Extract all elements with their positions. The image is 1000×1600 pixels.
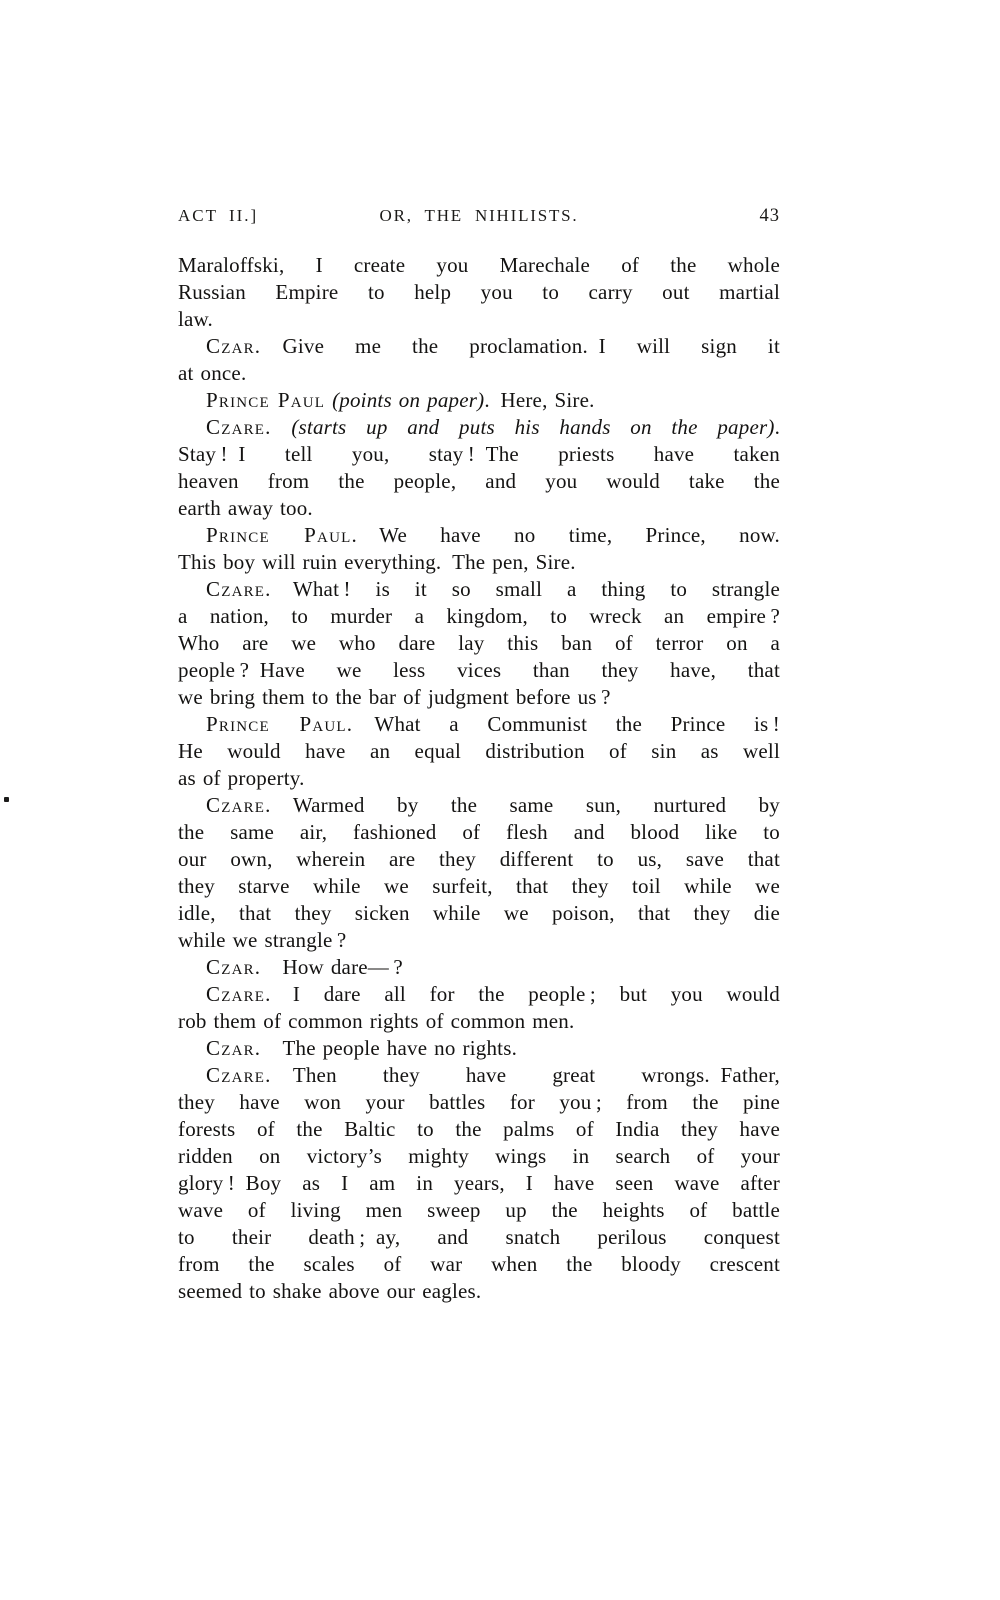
dialogue-text: The people have no rights.	[261, 1036, 518, 1060]
dialogue-text: What a Communist the Prince is !	[353, 712, 781, 736]
speaker-name: Czare.	[206, 982, 272, 1006]
text-line	[178, 711, 780, 738]
dialogue-text: idle, that they sicken while we poison, that they die	[178, 901, 780, 925]
paragraph	[178, 711, 780, 792]
dialogue-text: earth away too.	[178, 496, 313, 520]
dialogue-text: from the scales of war when the bloody crescent	[178, 1252, 780, 1276]
dialogue-text: as of property.	[178, 766, 305, 790]
text-line	[178, 441, 780, 468]
dialogue-text: Give me the proclamation. I will sign it	[261, 334, 780, 358]
paragraph	[178, 522, 780, 576]
paragraph	[178, 954, 780, 981]
speaker-name: Czare.	[206, 577, 272, 601]
dialogue-text: while we strangle ?	[178, 928, 347, 952]
dialogue-text: Who are we who dare lay this ban of terror on a	[178, 631, 780, 655]
text-line	[178, 1116, 780, 1143]
dialogue-text: We have no time, Prince, now.	[357, 523, 780, 547]
dialogue-text: forests of the Baltic to the palms of India they have	[178, 1117, 780, 1141]
dialogue-text: they have won your battles for you ; from the pine	[178, 1090, 780, 1114]
dialogue-text: wave of living men sweep up the heights of battle	[178, 1198, 780, 1222]
text-line	[178, 792, 780, 819]
text-line	[178, 765, 780, 792]
speaker-name: Prince Paul.	[206, 523, 358, 547]
text-line	[178, 1143, 780, 1170]
speaker-name: Czar.	[206, 1036, 262, 1060]
stage-direction: (starts up and puts his hands on the paper)	[291, 415, 775, 439]
text-line	[178, 684, 780, 711]
dialogue-text: they starve while we surfeit, that they toil while we	[178, 874, 780, 898]
paragraph	[178, 252, 780, 333]
dialogue-text	[272, 415, 292, 439]
text-line	[178, 819, 780, 846]
paragraph	[178, 387, 780, 414]
header-book-title: OR, THE NIHILISTS.	[379, 206, 579, 225]
text-line	[178, 495, 780, 522]
text-line	[178, 306, 780, 333]
text-line	[178, 927, 780, 954]
dialogue-text: Maraloffski, I create you Marechale of the whole	[178, 253, 780, 277]
dialogue-text: This boy will ruin everything. The pen, Sire.	[178, 550, 576, 574]
text-line	[178, 603, 780, 630]
text-line	[178, 522, 780, 549]
paragraph	[178, 333, 780, 387]
text-line	[178, 738, 780, 765]
text-line	[178, 387, 780, 414]
dialogue-text: He would have an equal distribution of sin as well	[178, 739, 780, 763]
text-line	[178, 900, 780, 927]
text-line	[178, 981, 780, 1008]
dialogue-text: to their death ; ay, and snatch perilous conquest	[178, 1225, 780, 1249]
page-body	[178, 252, 780, 1305]
paragraph	[178, 414, 780, 522]
dialogue-text: Russian Empire to help you to carry out martial	[178, 280, 780, 304]
dialogue-text: Then they have great wrongs. Father,	[271, 1063, 780, 1087]
text-line	[178, 252, 780, 279]
paragraph	[178, 1062, 780, 1305]
text-line	[178, 657, 780, 684]
dialogue-text: glory ! Boy as I am in years, I have seen wave after	[178, 1171, 780, 1195]
header-act-label: ACT II.]	[178, 206, 259, 225]
text-line	[178, 1008, 780, 1035]
dialogue-text: . Here, Sire.	[484, 388, 595, 412]
dialogue-text: rob them of common rights of common men.	[178, 1009, 575, 1033]
dialogue-text: How dare— ?	[261, 955, 403, 979]
paragraph	[178, 792, 780, 954]
dialogue-text: ridden on victory’s mighty wings in search of your	[178, 1144, 780, 1168]
text-line	[178, 468, 780, 495]
text-line	[178, 1170, 780, 1197]
text-line	[178, 1278, 780, 1305]
running-header	[178, 206, 780, 227]
dialogue-text: our own, wherein are they different to us, save that	[178, 847, 780, 871]
dialogue-text: the same air, fashioned of flesh and blood like to	[178, 820, 780, 844]
speaker-name: Prince Paul	[206, 388, 326, 412]
stage-direction: (points on paper)	[332, 388, 485, 412]
text-line	[178, 333, 780, 360]
speaker-name: Czare.	[206, 415, 272, 439]
dialogue-text: Warmed by the same sun, nurtured by	[271, 793, 780, 817]
text-line	[178, 1251, 780, 1278]
text-line	[178, 279, 780, 306]
dialogue-text: heaven from the people, and you would take the	[178, 469, 780, 493]
dialogue-text: seemed to shake above our eagles.	[178, 1279, 482, 1303]
text-line	[178, 954, 780, 981]
dialogue-text: at once.	[178, 361, 247, 385]
text-line	[178, 1062, 780, 1089]
text-line	[178, 630, 780, 657]
text-line	[178, 1035, 780, 1062]
header-page-number: 43	[759, 206, 780, 226]
paragraph	[178, 1035, 780, 1062]
text-line	[178, 1089, 780, 1116]
dialogue-text: What ! is it so small a thing to strangle	[271, 577, 780, 601]
text-line	[178, 360, 780, 387]
text-line	[178, 846, 780, 873]
text-line	[178, 549, 780, 576]
paragraph	[178, 981, 780, 1035]
dialogue-text: law.	[178, 307, 214, 331]
dialogue-text: .	[774, 415, 781, 439]
dialogue-text: I dare all for the people ; but you would	[271, 982, 780, 1006]
dialogue-text: Stay ! I tell you, stay ! The priests have taken	[178, 442, 780, 466]
paragraph	[178, 576, 780, 711]
text-line	[178, 873, 780, 900]
speaker-name: Czare.	[206, 1063, 272, 1087]
text-line	[178, 414, 780, 441]
speaker-name: Prince Paul.	[206, 712, 354, 736]
speaker-name: Czar.	[206, 955, 262, 979]
text-line	[178, 1197, 780, 1224]
text-line	[178, 576, 780, 603]
dialogue-text: people ? Have we less vices than they have, that	[178, 658, 780, 682]
dialogue-text: a nation, to murder a kingdom, to wreck an empire ?	[178, 604, 780, 628]
speaker-name: Czare.	[206, 793, 272, 817]
print-speck	[4, 797, 9, 802]
speaker-name: Czar.	[206, 334, 262, 358]
text-line	[178, 1224, 780, 1251]
dialogue-text: we bring them to the bar of judgment before us ?	[178, 685, 611, 709]
